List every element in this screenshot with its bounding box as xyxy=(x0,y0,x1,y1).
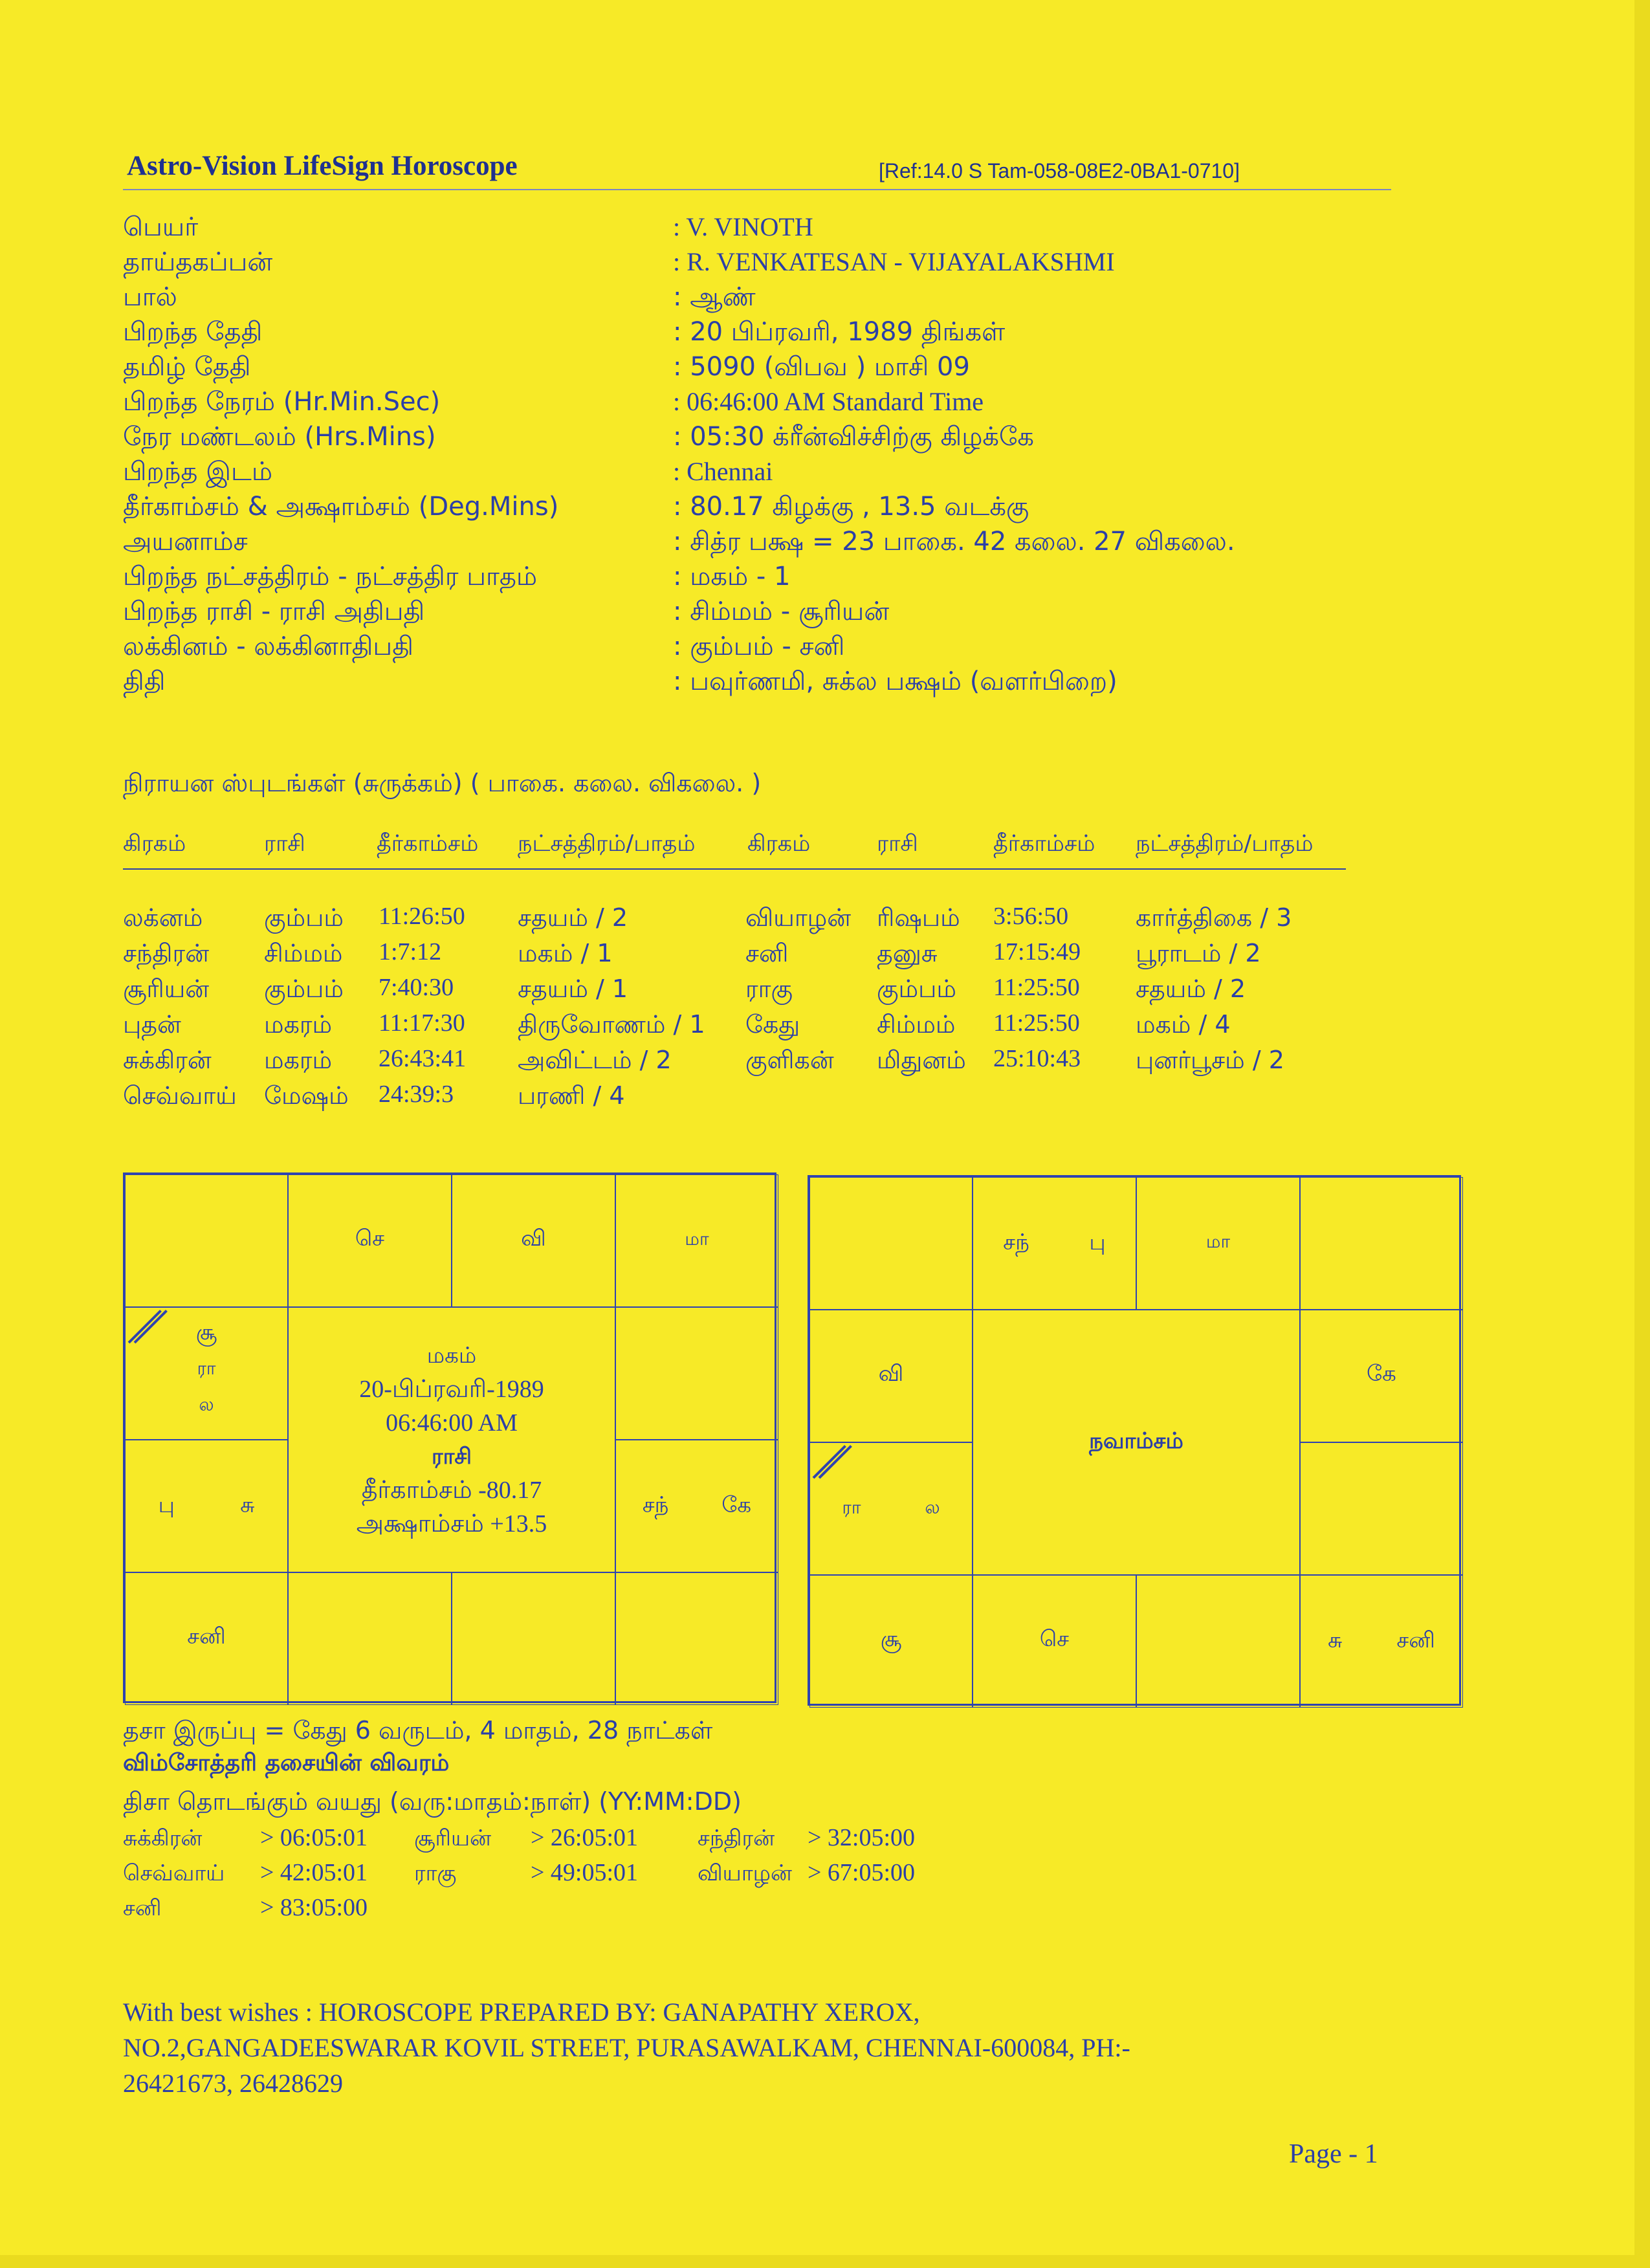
birth-time: 06:46:00 AM xyxy=(386,1409,518,1437)
planet-mark: செ xyxy=(1039,1626,1070,1652)
column-header: கிரகம் xyxy=(747,831,811,857)
info-value: : 80.17 கிழக்கு , 13.5 வடக்கு xyxy=(673,492,1029,522)
planet-rasi: கும்பம் xyxy=(877,974,956,1003)
dasa-age: > 42:05:01 xyxy=(260,1859,368,1886)
lagna-house-cell xyxy=(809,1442,973,1575)
house-cell xyxy=(809,1177,973,1310)
planet-mark: சு xyxy=(1328,1627,1343,1653)
planet-star: கார்த்திகை / 3 xyxy=(1136,903,1292,932)
planet-star: மகம் / 4 xyxy=(1136,1010,1231,1039)
house-cell xyxy=(1136,1575,1300,1708)
info-value: : மகம் - 1 xyxy=(673,562,791,591)
house-cell xyxy=(973,1575,1136,1708)
planet-star: பரணி / 4 xyxy=(518,1081,625,1110)
info-label: பிறந்த நட்சத்திரம் - நட்சத்திர பாதம் xyxy=(123,562,538,591)
info-label: பெயர் xyxy=(123,212,199,242)
birth-star: மகம் xyxy=(426,1343,477,1369)
dasa-planet: சூரியன் xyxy=(414,1825,492,1851)
dasa-age: > 67:05:00 xyxy=(808,1859,916,1886)
vimshottari-title: விம்சோத்தரி தசையின் விவரம் xyxy=(123,1750,450,1776)
header-underline xyxy=(123,868,1346,870)
dasa-age: > 26:05:01 xyxy=(531,1824,639,1851)
birth-details-values xyxy=(673,210,1235,699)
planet-name: ராகு xyxy=(745,974,793,1003)
planet-mark: பு xyxy=(158,1492,175,1518)
info-label: அயனாம்ச xyxy=(123,527,248,556)
chart-name: நவாம்சம் xyxy=(1089,1428,1183,1454)
dasa-entry xyxy=(123,1893,368,1924)
info-label: தமிழ் தேதி xyxy=(123,352,251,382)
planet-rasi: மேஷம் xyxy=(264,1081,349,1110)
planet-mark: சந் xyxy=(1003,1229,1029,1255)
planet-rasi: கும்பம் xyxy=(264,974,344,1003)
page-number: Page - 1 xyxy=(1289,2139,1378,2169)
info-value: : 05:30 க்ரீன்விச்சிற்கு கிழக்கே xyxy=(673,422,1034,452)
nirayana-section-title: நிராயன ஸ்புடங்கள் (சுருக்கம்) ( பாகை. கலை. விகலை. ) xyxy=(123,769,762,797)
planet-degree: 1:7:12 xyxy=(379,938,442,965)
footer-note xyxy=(123,1994,1417,2101)
lagna-marker xyxy=(819,1445,852,1479)
house-cell xyxy=(615,1307,778,1440)
house-cell xyxy=(125,1572,288,1705)
column-header: ராசி xyxy=(877,831,918,857)
header-divider xyxy=(123,189,1391,190)
chart-name: ராசி xyxy=(432,1444,472,1470)
planet-mark: ரா xyxy=(197,1358,216,1379)
page-edge xyxy=(1634,0,1650,2268)
info-value: : V. VINOTH xyxy=(673,212,813,241)
column-header: நட்சத்திரம்/பாதம் xyxy=(518,831,696,857)
info-value: : 06:46:00 AM Standard Time xyxy=(673,387,984,416)
column-header: தீர்காம்சம் xyxy=(993,831,1095,857)
house-cell xyxy=(615,1572,778,1705)
house-cell xyxy=(1300,1442,1463,1575)
planet-mark: சூ xyxy=(880,1626,902,1652)
birth-details-labels xyxy=(123,210,558,699)
planet-rasi: மகரம் xyxy=(264,1010,333,1039)
house-cell xyxy=(1300,1575,1463,1708)
planet-star: சதயம் / 2 xyxy=(1136,974,1246,1003)
planet-star: புனர்பூசம் / 2 xyxy=(1136,1046,1284,1074)
planet-star: மகம் / 1 xyxy=(518,939,613,967)
planet-mark: சனி xyxy=(1396,1627,1435,1653)
planet-rasi: மகரம் xyxy=(264,1046,333,1074)
info-label: பிறந்த ராசி - ராசி அதிபதி xyxy=(123,597,425,626)
dasa-start-label: திசா தொடங்கும் வயது (வரு:மாதம்:நாள்) (YY:MM:DD) xyxy=(123,1787,742,1816)
dasa-entry xyxy=(123,1858,915,1889)
info-value: : ஆண் xyxy=(673,282,756,312)
planet-mark: கே xyxy=(721,1492,752,1518)
planet-star: அவிட்டம் / 2 xyxy=(518,1046,672,1074)
planet-name: செவ்வாய் xyxy=(123,1081,237,1110)
info-label: பிறந்த இடம் xyxy=(123,457,273,487)
lagna-marker xyxy=(813,1445,846,1479)
info-value: : பவுர்ணமி, சுக்ல பக்ஷம் (வளர்பிறை) xyxy=(673,666,1117,696)
house-cell xyxy=(1300,1310,1463,1442)
planet-degree: 11:17:30 xyxy=(379,1009,465,1037)
info-value: : சித்ர பக்ஷ = 23 பாகை. 42 கலை. 27 விகலை. xyxy=(673,527,1235,556)
dasa-age: > 49:05:01 xyxy=(531,1859,639,1886)
planet-rasi: தனுசு xyxy=(877,939,938,967)
planet-mark: சூ xyxy=(195,1319,217,1345)
footer-line: 26421673, 26428629 xyxy=(123,2069,343,2098)
navamsa-chart-center xyxy=(973,1310,1300,1575)
info-label: தீர்காம்சம் & அக்ஷாம்சம் (Deg.Mins) xyxy=(123,492,559,522)
column-header: ராசி xyxy=(264,831,305,857)
planet-degree: 11:25:50 xyxy=(993,974,1080,1001)
column-header: நட்சத்திரம்/பாதம் xyxy=(1136,831,1314,857)
planet-degree: 3:56:50 xyxy=(993,903,1069,930)
dasa-planet: ராகு xyxy=(414,1860,457,1886)
dasa-planet: சந்திரன் xyxy=(698,1825,775,1851)
column-header: தீர்காம்சம் xyxy=(377,831,479,857)
planet-mark: மா xyxy=(685,1228,709,1250)
planet-mark: சு xyxy=(240,1492,255,1518)
dasa-age: > 83:05:00 xyxy=(260,1894,368,1921)
house-cell xyxy=(125,1440,288,1572)
house-cell xyxy=(809,1575,973,1708)
planet-degree: 11:26:50 xyxy=(379,903,465,930)
house-cell xyxy=(1136,1177,1300,1310)
planet-name: வியாழன் xyxy=(745,903,852,932)
planet-mark: சனி xyxy=(187,1624,226,1649)
house-cell xyxy=(125,1174,288,1307)
planet-name: சுக்கிரன் xyxy=(123,1046,212,1074)
planet-mark: சந் xyxy=(642,1492,669,1518)
dasa-planet: சனி xyxy=(123,1895,162,1921)
planet-degree: 17:15:49 xyxy=(993,938,1081,965)
house-cell xyxy=(452,1174,615,1307)
lagna-house-cell xyxy=(125,1307,288,1440)
planet-star: திருவோணம் / 1 xyxy=(518,1010,705,1039)
birth-date: 20-பிப்ரவரி-1989 xyxy=(359,1376,544,1403)
planet-rasi: ரிஷபம் xyxy=(877,903,960,932)
planet-degree: 24:39:3 xyxy=(379,1081,454,1108)
info-value: : 20 பிப்ரவரி, 1989 திங்கள் xyxy=(673,317,1006,347)
house-cell xyxy=(615,1174,778,1307)
rasi-chart-center xyxy=(288,1307,615,1572)
reference-code: [Ref:14.0 S Tam-058-08E2-0BA1-0710] xyxy=(879,159,1240,182)
planet-star: சதயம் / 1 xyxy=(518,974,628,1003)
house-cell xyxy=(288,1572,452,1705)
info-value: : கும்பம் - சனி xyxy=(673,632,845,661)
info-value: : R. VENKATESAN - VIJAYALAKSHMI xyxy=(673,247,1115,276)
dasa-age: > 06:05:01 xyxy=(260,1824,368,1851)
footer-line: With best wishes : HOROSCOPE PREPARED BY: GANAPATHY XEROX, xyxy=(123,1998,920,2027)
page-edge xyxy=(0,2255,1650,2268)
house-cell xyxy=(809,1310,973,1442)
planet-degree: 25:10:43 xyxy=(993,1045,1081,1072)
column-header: கிரகம் xyxy=(123,831,186,857)
planet-mark: செ xyxy=(355,1226,385,1251)
house-cell xyxy=(615,1440,778,1572)
info-label: நேர மண்டலம் (Hrs.Mins) xyxy=(123,422,436,452)
rasi-chart xyxy=(123,1173,776,1703)
dasa-age: > 32:05:00 xyxy=(808,1824,916,1851)
planet-name: குளிகன் xyxy=(745,1046,834,1074)
footer-line: NO.2,GANGADEESWARAR KOVIL STREET, PURASAWALKAM, CHENNAI-600084, PH:- xyxy=(123,2033,1130,2062)
info-label: திதி xyxy=(123,666,166,696)
house-cell xyxy=(288,1174,452,1307)
house-cell xyxy=(452,1572,615,1705)
planet-rasi: கும்பம் xyxy=(264,903,344,932)
planet-mark: ல xyxy=(925,1497,940,1518)
planet-degree: 7:40:30 xyxy=(379,974,454,1001)
navamsa-chart xyxy=(808,1175,1461,1706)
info-value: : சிம்மம் - சூரியன் xyxy=(673,597,890,626)
document-title: Astro-Vision LifeSign Horoscope xyxy=(127,151,518,181)
dasa-planet: சுக்கிரன் xyxy=(123,1825,203,1851)
info-value: : 5090 (விபவ ) மாசி 09 xyxy=(673,352,970,382)
planet-mark: பு xyxy=(1089,1229,1106,1255)
planet-name: கேது xyxy=(745,1010,800,1039)
info-label: லக்கினம் - லக்கினாதிபதி xyxy=(123,632,413,661)
planet-degree: 11:25:50 xyxy=(993,1009,1080,1037)
longitude: தீர்காம்சம் -80.17 xyxy=(361,1477,542,1504)
planet-rasi: சிம்மம் xyxy=(264,939,343,967)
dasa-planet: செவ்வாய் xyxy=(123,1860,225,1886)
planet-name: சூரியன் xyxy=(123,974,210,1003)
planet-mark: மா xyxy=(1205,1231,1231,1252)
house-cell xyxy=(973,1177,1136,1310)
info-value: : Chennai xyxy=(673,457,773,486)
planet-degree: 26:43:41 xyxy=(379,1045,467,1072)
planet-star: சதயம் / 2 xyxy=(518,903,628,932)
planet-mark: கே xyxy=(1367,1361,1396,1387)
dasa-planet: வியாழன் xyxy=(698,1860,792,1886)
info-label: பால் xyxy=(123,282,177,312)
dasa-balance: தசா இருப்பு = கேது 6 வருடம், 4 மாதம், 28 நாட்கள் xyxy=(123,1716,713,1745)
planet-name: சந்திரன் xyxy=(123,939,210,967)
latitude: அக்ஷாம்சம் +13.5 xyxy=(356,1510,547,1537)
planet-rasi: சிம்மம் xyxy=(877,1010,956,1039)
dasa-entry xyxy=(123,1823,915,1854)
planet-mark: ல xyxy=(199,1394,214,1415)
planet-mark: வி xyxy=(878,1361,904,1387)
planet-star: பூராடம் / 2 xyxy=(1136,939,1261,967)
planet-name: புதன் xyxy=(123,1010,181,1039)
planet-mark: ரா xyxy=(842,1497,861,1518)
planet-name: லக்னம் xyxy=(123,903,203,932)
info-label: தாய்தகப்பன் xyxy=(123,247,273,277)
planet-mark: வி xyxy=(521,1226,546,1251)
planet-rasi: மிதுனம் xyxy=(877,1046,966,1074)
planet-name: சனி xyxy=(745,939,789,967)
info-label: பிறந்த தேதி xyxy=(123,317,263,347)
house-cell xyxy=(1300,1177,1463,1310)
info-label: பிறந்த நேரம் (Hr.Min.Sec) xyxy=(123,387,441,417)
